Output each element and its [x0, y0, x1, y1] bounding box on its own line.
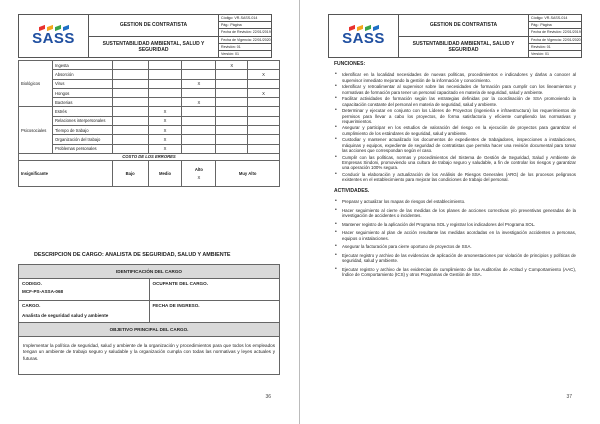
- header-title-block: [89, 15, 219, 57]
- cost-row: Insignificante Bajo Medio Alto X Muy Alto: [19, 160, 280, 186]
- risk-factor: Hongos: [52, 88, 112, 97]
- right-page: [300, 0, 600, 424]
- risk-group: Biológicos: [19, 61, 53, 107]
- risk-row: [19, 144, 280, 153]
- id-header: IDENTIFICACIÓN DEL CARGO: [19, 265, 280, 279]
- header-meta: Código: VR-SASS-014 Pág.: Página Fecha de Revisión: 22/01/2019 Fecha de Vigencia: 22/01/2020 Revisión: 01 Versión: 01: [221, 16, 271, 56]
- list-item: • Preparar y actualizar los mapas de riesgos del establecimiento.: [334, 199, 576, 204]
- risk-mark: X: [182, 79, 216, 88]
- risk-row: [19, 116, 280, 125]
- header-title-main: GESTION DE CONTRATISTA: [119, 22, 188, 29]
- risk-mark: X: [148, 116, 182, 125]
- funciones-title: FUNCIONES:: [334, 61, 366, 67]
- risk-factor: Relaciones interpersonales: [52, 116, 112, 125]
- list-item: • Ejecutar registro y archivo de las evidencias de aplicación de amonestaciones por violación de principios y políticas de seguridad, salud y ambiente.: [334, 253, 576, 264]
- list-item: • Ejecutar registro y archivo de las evidencias de cumplimiento de las Auditorías de Actitud y Comportamiento (AAC), Índice de Comportamiento (ICS) y otros Programas de Gestión de SSA.: [334, 267, 576, 278]
- document-header: [18, 14, 272, 58]
- risk-group: Psicosociales: [19, 107, 53, 153]
- section-title: DESCRIPCION DE CARGO: ANALISTA DE SEGURIDAD, SALUD Y AMBIENTE: [34, 252, 231, 258]
- risk-row: [19, 135, 280, 144]
- risk-mark: X: [148, 144, 182, 153]
- list-item: • Determinar y ejecutar en conjunto con los Líderes de Proyectos (ingeniería e infraestructura) los requerimientos de permisos para llevar a cabo los proyectos, de forma satisfactoria y eficiente cumpliendo las normativas y requerimientos.: [334, 108, 576, 124]
- risk-row: [19, 70, 280, 79]
- risk-mark: X: [248, 70, 280, 79]
- funciones-list: [334, 72, 576, 182]
- risk-mark: X: [248, 88, 280, 97]
- objetivo-header: OBJETIVO PRINCIPAL DEL CARGO.: [19, 323, 280, 337]
- page-number: 36: [265, 394, 271, 400]
- list-item: • Identificar y retroalimentar al supervisor sobre las necesidades de formación para cumplir con los lineamientos y normativas de formación para tener un personal capacitado en materia de seguridad, salud y ambiente.: [334, 84, 576, 95]
- sass-logo: SASS: [329, 15, 399, 57]
- risk-mark: X: [216, 61, 248, 70]
- risk-factor: Bacterias: [52, 98, 112, 107]
- risk-mark: X: [148, 126, 182, 135]
- actividades-title: ACTIVIDADES.: [334, 187, 370, 194]
- document-header: [328, 14, 582, 58]
- objetivo-text: Implementar la política de seguridad, salud y ambiente de la organización y procedimientos para que todos los empleados tengan un ambiente de trabajo seguro y saludable y la organización cumpla con todas las normativas y leyes actuales y futuras.: [19, 337, 280, 375]
- risk-factor: Tiempo de trabajo: [52, 126, 112, 135]
- risk-mark: X: [182, 98, 216, 107]
- header-title-sub: SUSTENTABILIDAD AMBIENTAL, SALUD Y SEGURIDAD: [89, 36, 218, 58]
- right-content: [334, 62, 576, 281]
- risk-factor: Estrés: [52, 107, 112, 116]
- header-meta: Código: VR-SASS-014 Pág.: Página Fecha de Revisión: 22/01/2019 Fecha de Vigencia: 22/01/2020 Revisión: 01 Versión: 01: [531, 16, 581, 56]
- actividades-list: [334, 199, 576, 278]
- page-number: 37: [566, 394, 572, 400]
- list-item: • Asegurar y participar en los estudios de valoración del riesgo en la ejecución de proyectos para garantizar el cumplimiento de los estándares de seguridad, salud y ambiente.: [334, 125, 576, 136]
- cost-title: COSTO DE LOS ERRORES: [19, 153, 280, 160]
- list-item: • Mantener registro de la aplicación del Programa SOL y registrar los indicadores del Programa SOL.: [334, 222, 576, 227]
- risk-row: [19, 61, 280, 70]
- header-title-main: GESTION DE CONTRATISTA: [429, 22, 498, 29]
- risk-factor: Absorción: [52, 70, 112, 79]
- list-item: • Asegurar la facturación para cierre oportuno de proyectos de SSA.: [334, 244, 576, 249]
- risk-mark: X: [148, 107, 182, 116]
- list-item: • Conducir la elaboración y actualización de los Análisis de Riesgos Generales (ARG) de los procesos peligrosos existentes en el establecimiento para mejorar las condiciones de trabajo del personal.: [334, 172, 576, 183]
- header-title-block: [399, 15, 529, 57]
- risk-factor: Virus: [52, 79, 112, 88]
- risk-table: [18, 60, 280, 187]
- risk-row: [19, 107, 280, 116]
- list-item: • Hacer seguimiento al plan de acción resultante las medidas acordadas en la investigación accidentes a personas, equipos o instalaciones.: [334, 230, 576, 241]
- risk-factor: Problemas personales: [52, 144, 112, 153]
- risk-factor: Ingesta: [52, 61, 112, 70]
- risk-row: [19, 79, 280, 88]
- job-id-table: IDENTIFICACIÓN DEL CARGO CODIGO. MCF-PS-ASSA-068 OCUPANTE DEL CARGO. CARGO. Analista de seguridad salud y ambiente FECHA DE INGRESO. OBJETIVO PRINCIPAL DEL CARGO. Implementar la política de seguridad, salud y ambiente de la organización y procedimientos para que todos los empleados tengan un ambiente de trabajo seguro y saludable y la organización cumpla con todas las normativas y leyes actuales y futuras.: [18, 264, 280, 375]
- sass-logo: SASS: [19, 15, 89, 57]
- list-item: • Identificar en la localidad necesidades de nuevas políticas, procedimientos e indicadores y darlas a conocer al supervisor inmediato mejorando la gestión de la información y conocimiento.: [334, 72, 576, 83]
- list-item: • Custodiar y mantener actualizado los documentos de expedientes de trabajadores, inspecciones a instalaciones, máquinas y equipos, expediente de seguridad de contratistas que permita hacer una revisión documental para tomar las acciones que correspondan según el caso.: [334, 137, 576, 153]
- risk-factor: Organización del trabajo: [52, 135, 112, 144]
- list-item: • Hacer seguimiento al cierre de las medidas de los planes de acciones correctivas y/o preventivas generadas de la investigación de accidentes o incidentes.: [334, 208, 576, 219]
- list-item: • Cumplir con las políticas, normas y procedimientos del Sistema de Gestión de Seguridad, Salud y Ambiente de Empresas Sindoni, promoviendo una cultura de trabajo seguro y saludable, a fin de controlar los riesgos y garantizar una operación 100% segura.: [334, 155, 576, 171]
- risk-row: [19, 126, 280, 135]
- risk-row: [19, 88, 280, 97]
- header-title-sub: SUSTENTABILIDAD AMBIENTAL, SALUD Y SEGURIDAD: [399, 36, 528, 58]
- list-item: • Facilitar actividades de formación según las estrategias definidas por la coordinación de SSA promoviendo la capacitación constante del personal en materia de seguridad, salud y ambiente.: [334, 96, 576, 107]
- risk-row: [19, 98, 280, 107]
- risk-mark: X: [148, 135, 182, 144]
